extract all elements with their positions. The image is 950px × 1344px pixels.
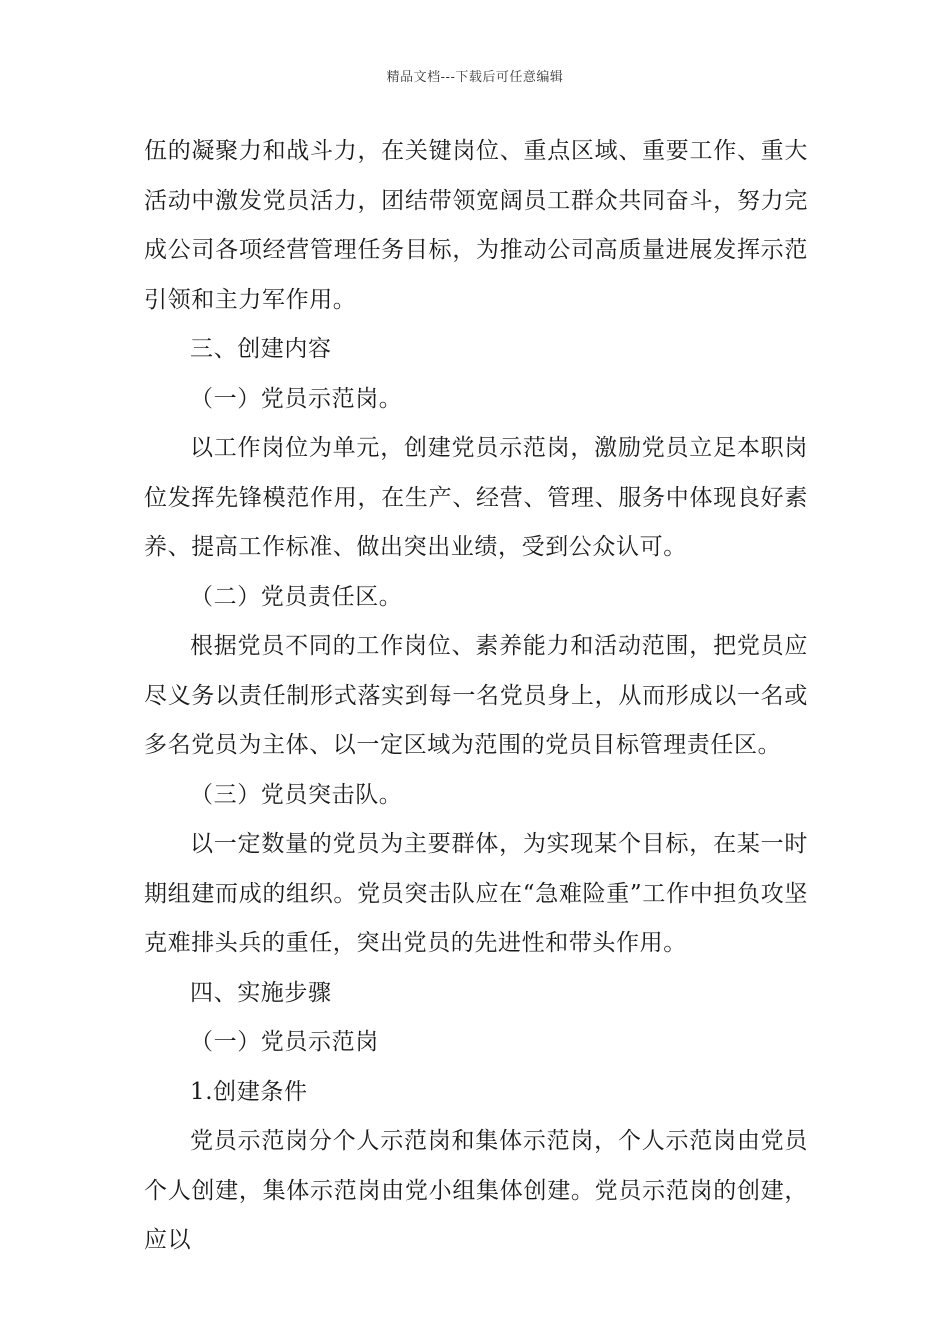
subheading-model-post: （一）党员示范岗。 bbox=[190, 385, 403, 412]
page-header: 精品文档---下载后可任意编辑 bbox=[386, 70, 564, 85]
subheading-creation-conditions: 1.创建条件 bbox=[190, 1078, 308, 1105]
subheading-responsibility-zone: （二）党员责任区。 bbox=[190, 583, 403, 610]
section-heading-implementation-steps: 四、实施步骤 bbox=[190, 979, 332, 1006]
document-body bbox=[144, 127, 808, 1266]
paragraph-continuation: 伍的凝聚力和战斗力，在关键岗位、重点区域、重要工作、重大活动中激发党员活力，团结带领宽阔员工群众共同奋斗，努力完成公司各项经营管理任务目标，为推动公司高质量进展发挥示范引领和主力军作用。 bbox=[144, 138, 808, 313]
paragraph-model-post: 以工作岗位为单元，创建党员示范岗，激励党员立足本职岗位发挥先锋模范作用，在生产、经营、管理、服务中体现良好素养、提高工作标准、做出突出业绩，受到公众认可。 bbox=[144, 435, 808, 560]
paragraph-responsibility-zone: 根据党员不同的工作岗位、素养能力和活动范围，把党员应尽义务以责任制形式落实到每一名党员身上，从而形成以一名或多名党员为主体、以一定区域为范围的党员目标管理责任区。 bbox=[144, 633, 808, 758]
subheading-model-post-steps: （一）党员示范岗 bbox=[190, 1029, 379, 1055]
section-heading-creation-content: 三、创建内容 bbox=[190, 336, 332, 362]
paragraph-commando-team: 以一定数量的党员为主要群体，为实现某个目标，在某一时期组建而成的组织。党员突击队应在“急难险重”工作中担负攻坚克难排头兵的重任，突出党员的先进性和带头作用。 bbox=[144, 831, 808, 956]
subheading-commando-team: （三）党员突击队。 bbox=[190, 781, 403, 808]
paragraph-creation-conditions: 党员示范岗分个人示范岗和集体示范岗，个人示范岗由党员个人创建，集体示范岗由党小组集体创建。党员示范岗的创建，应以 bbox=[144, 1128, 808, 1253]
